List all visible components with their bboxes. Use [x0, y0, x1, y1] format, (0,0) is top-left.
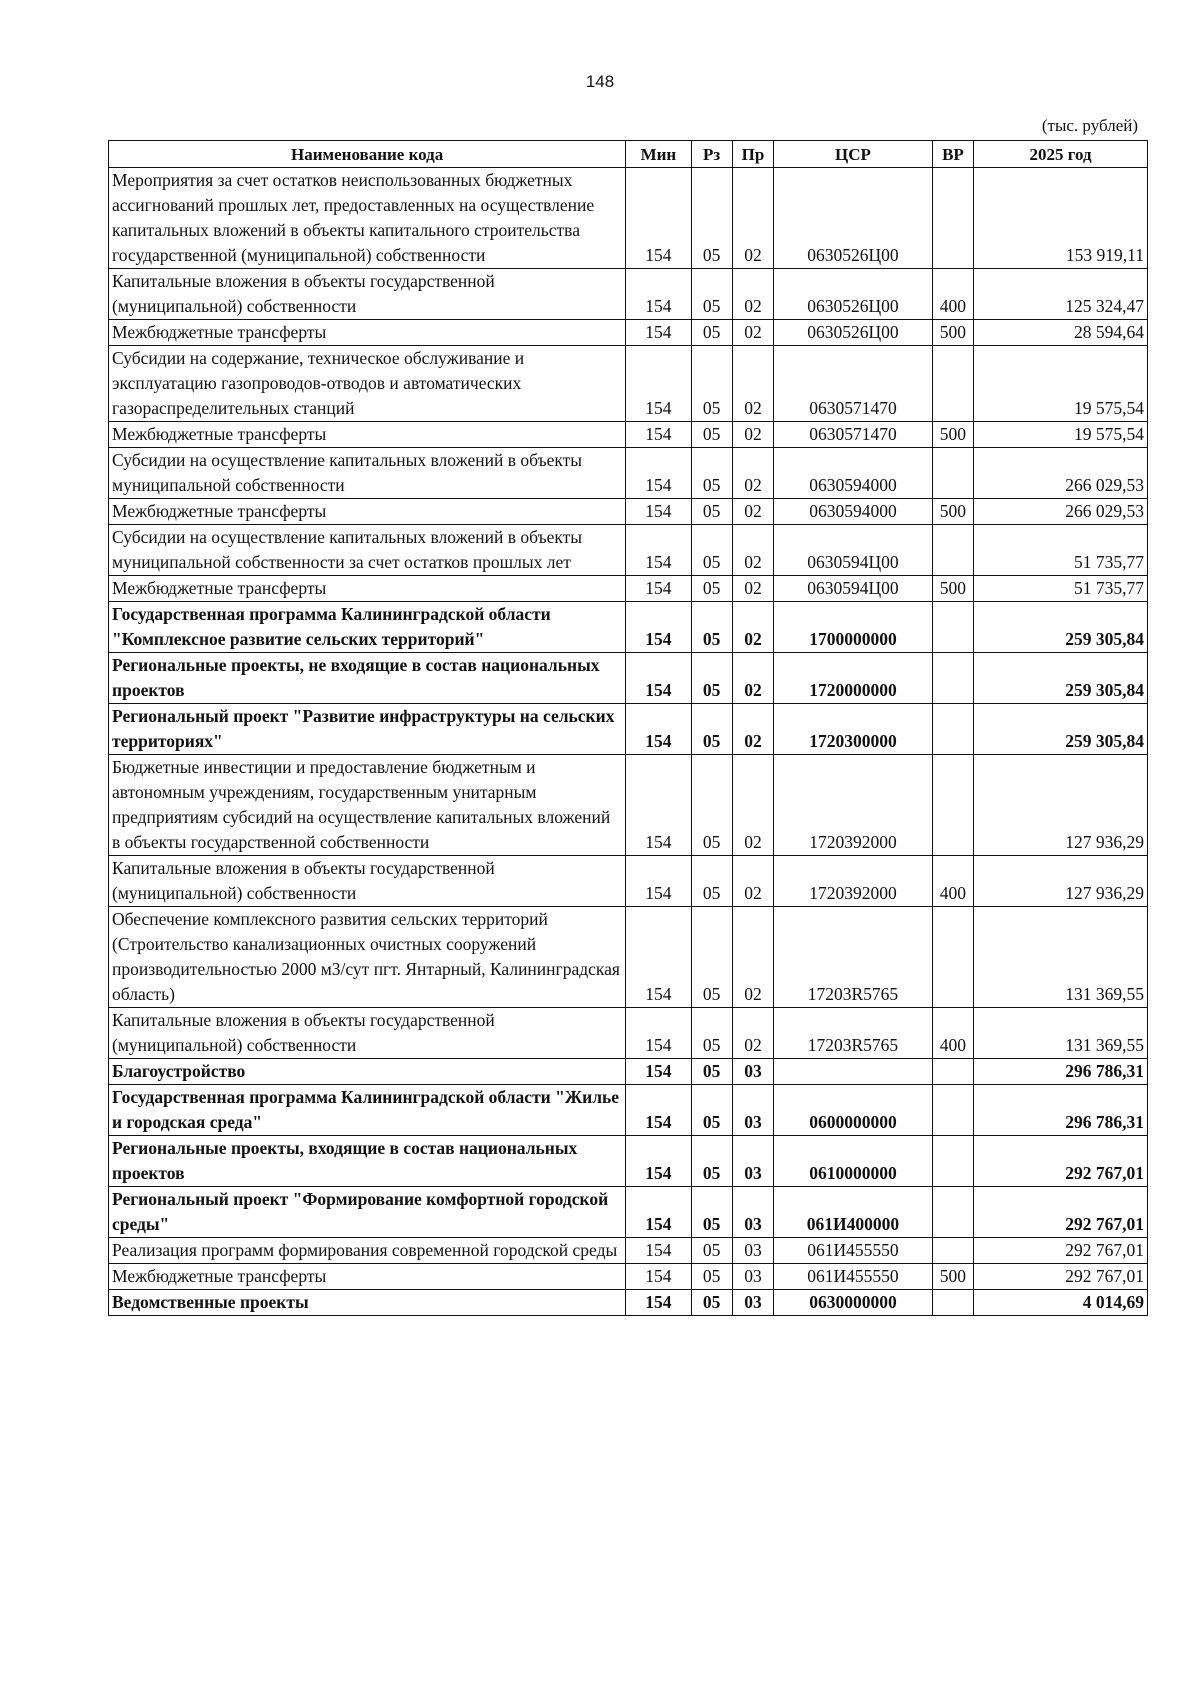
cell-csr: 1700000000: [774, 602, 933, 653]
cell-name: Региональные проекты, входящие в состав национальных проектов: [109, 1136, 626, 1187]
cell-name: Бюджетные инвестиции и предоставление бюджетным и автономным учреждениям, государственным унитарным предприятиям субсидий на осуществление капитальных вложений в объекты государственной собственности: [109, 755, 626, 856]
table-body: [109, 168, 1148, 1316]
cell-amount: 292 767,01: [974, 1187, 1148, 1238]
table-row: [109, 1136, 1148, 1187]
cell-csr: 0630571470: [774, 422, 933, 448]
cell-csr: 0630594Ц00: [774, 576, 933, 602]
cell-vr: [932, 1187, 973, 1238]
cell-rz: 05: [691, 1136, 732, 1187]
cell-vr: 500: [932, 576, 973, 602]
cell-min: 154: [626, 1085, 691, 1136]
cell-pr: 02: [732, 499, 773, 525]
table-row: [109, 653, 1148, 704]
cell-csr: 0630571470: [774, 346, 933, 422]
cell-name: Обеспечение комплексного развития сельских территорий (Строительство канализационных очистных сооружений производительностью 2000 м3/сут пгт. Янтарный, Калининградская область): [109, 907, 626, 1008]
cell-amount: 127 936,29: [974, 755, 1148, 856]
cell-vr: [932, 653, 973, 704]
table-row: [109, 907, 1148, 1008]
cell-pr: 02: [732, 1008, 773, 1059]
cell-min: 154: [626, 346, 691, 422]
cell-name: Капитальные вложения в объекты государственной (муниципальной) собственности: [109, 856, 626, 907]
budget-table: [108, 140, 1148, 1316]
cell-csr: 1720000000: [774, 653, 933, 704]
table-row: [109, 448, 1148, 499]
cell-amount: 292 767,01: [974, 1136, 1148, 1187]
cell-csr: 0630526Ц00: [774, 320, 933, 346]
cell-rz: 05: [691, 602, 732, 653]
units-label: (тыс. рублей): [1041, 116, 1138, 135]
col-header-name: Наименование кода: [109, 141, 626, 168]
table-row: [109, 1264, 1148, 1290]
cell-rz: 05: [691, 1059, 732, 1085]
page-number: 148: [585, 72, 615, 91]
table-row: [109, 1187, 1148, 1238]
cell-min: 154: [626, 602, 691, 653]
cell-csr: 0630594000: [774, 448, 933, 499]
cell-amount: 292 767,01: [974, 1238, 1148, 1264]
cell-vr: [932, 1290, 973, 1316]
cell-amount: 296 786,31: [974, 1085, 1148, 1136]
cell-pr: 03: [732, 1264, 773, 1290]
cell-rz: 05: [691, 269, 732, 320]
cell-name: Государственная программа Калининградской области "Жилье и городская среда": [109, 1085, 626, 1136]
cell-name: Капитальные вложения в объекты государственной (муниципальной) собственности: [109, 269, 626, 320]
cell-rz: 05: [691, 168, 732, 269]
cell-csr: 0630000000: [774, 1290, 933, 1316]
cell-min: 154: [626, 499, 691, 525]
table-row: [109, 576, 1148, 602]
col-header-csr: ЦСР: [774, 141, 933, 168]
cell-vr: [932, 1238, 973, 1264]
cell-vr: 400: [932, 856, 973, 907]
cell-rz: 05: [691, 525, 732, 576]
cell-vr: [932, 1085, 973, 1136]
cell-name: Реализация программ формирования современной городской среды: [109, 1238, 626, 1264]
cell-pr: 03: [732, 1085, 773, 1136]
col-header-year: 2025 год: [974, 141, 1148, 168]
cell-name: Мероприятия за счет остатков неиспользованных бюджетных ассигнований прошлых лет, предоставленных на осуществление капитальных вложений в объекты капитального строительства государственной (муниципальной) собственности: [109, 168, 626, 269]
cell-vr: [932, 1059, 973, 1085]
cell-amount: 19 575,54: [974, 422, 1148, 448]
cell-rz: 05: [691, 704, 732, 755]
cell-csr: 0610000000: [774, 1136, 933, 1187]
cell-min: 154: [626, 856, 691, 907]
table-row: [109, 168, 1148, 269]
cell-rz: 05: [691, 499, 732, 525]
cell-pr: 02: [732, 448, 773, 499]
cell-pr: 02: [732, 576, 773, 602]
cell-amount: 28 594,64: [974, 320, 1148, 346]
cell-amount: 51 735,77: [974, 576, 1148, 602]
cell-csr: 1720392000: [774, 755, 933, 856]
cell-min: 154: [626, 576, 691, 602]
cell-pr: 03: [732, 1136, 773, 1187]
cell-csr: 061И455550: [774, 1238, 933, 1264]
cell-rz: 05: [691, 1264, 732, 1290]
col-header-vr: ВР: [932, 141, 973, 168]
cell-amount: 259 305,84: [974, 704, 1148, 755]
cell-csr: 061И455550: [774, 1264, 933, 1290]
col-header-pr: Пр: [732, 141, 773, 168]
cell-pr: 03: [732, 1290, 773, 1316]
cell-pr: 02: [732, 856, 773, 907]
cell-amount: 4 014,69: [974, 1290, 1148, 1316]
cell-min: 154: [626, 269, 691, 320]
cell-vr: 500: [932, 499, 973, 525]
cell-vr: 500: [932, 1264, 973, 1290]
table-row: [109, 346, 1148, 422]
cell-min: 154: [626, 1136, 691, 1187]
cell-min: 154: [626, 1238, 691, 1264]
cell-vr: [932, 1136, 973, 1187]
cell-min: 154: [626, 1290, 691, 1316]
cell-csr: 17203R5765: [774, 907, 933, 1008]
cell-vr: 400: [932, 1008, 973, 1059]
cell-min: 154: [626, 525, 691, 576]
cell-amount: 125 324,47: [974, 269, 1148, 320]
table-row: [109, 1238, 1148, 1264]
cell-csr: 1720392000: [774, 856, 933, 907]
table-row: [109, 269, 1148, 320]
cell-vr: [932, 168, 973, 269]
cell-rz: 05: [691, 576, 732, 602]
col-header-min: Мин: [626, 141, 691, 168]
cell-name: Субсидии на осуществление капитальных вложений в объекты муниципальной собственности за счет остатков прошлых лет: [109, 525, 626, 576]
cell-vr: [932, 448, 973, 499]
cell-name: Межбюджетные трансферты: [109, 1264, 626, 1290]
cell-rz: 05: [691, 1008, 732, 1059]
cell-name: Межбюджетные трансферты: [109, 576, 626, 602]
table-row: [109, 755, 1148, 856]
cell-name: Межбюджетные трансферты: [109, 422, 626, 448]
cell-pr: 03: [732, 1187, 773, 1238]
cell-min: 154: [626, 907, 691, 1008]
cell-csr: 0600000000: [774, 1085, 933, 1136]
cell-amount: 19 575,54: [974, 346, 1148, 422]
table-header-row: [109, 141, 1148, 168]
cell-min: 154: [626, 422, 691, 448]
table-row: [109, 1059, 1148, 1085]
cell-csr: 0630526Ц00: [774, 269, 933, 320]
cell-rz: 05: [691, 320, 732, 346]
cell-amount: 292 767,01: [974, 1264, 1148, 1290]
cell-rz: 05: [691, 755, 732, 856]
cell-csr: 1720300000: [774, 704, 933, 755]
cell-vr: [932, 907, 973, 1008]
cell-min: 154: [626, 704, 691, 755]
cell-min: 154: [626, 755, 691, 856]
cell-name: Субсидии на осуществление капитальных вложений в объекты муниципальной собственности: [109, 448, 626, 499]
cell-pr: 02: [732, 269, 773, 320]
cell-amount: 259 305,84: [974, 602, 1148, 653]
table-row: [109, 1290, 1148, 1316]
col-header-rz: Рз: [691, 141, 732, 168]
cell-min: 154: [626, 1059, 691, 1085]
cell-amount: 153 919,11: [974, 168, 1148, 269]
cell-name: Государственная программа Калининградской области "Комплексное развитие сельских территорий": [109, 602, 626, 653]
cell-rz: 05: [691, 1187, 732, 1238]
cell-amount: 131 369,55: [974, 1008, 1148, 1059]
cell-pr: 02: [732, 346, 773, 422]
cell-csr: 0630594000: [774, 499, 933, 525]
cell-amount: 127 936,29: [974, 856, 1148, 907]
cell-pr: 02: [732, 422, 773, 448]
cell-name: Региональный проект "Развитие инфраструктуры на сельских территориях": [109, 704, 626, 755]
cell-amount: 51 735,77: [974, 525, 1148, 576]
cell-name: Региональный проект "Формирование комфортной городской среды": [109, 1187, 626, 1238]
cell-min: 154: [626, 1187, 691, 1238]
cell-min: 154: [626, 168, 691, 269]
cell-pr: 02: [732, 755, 773, 856]
cell-pr: 02: [732, 320, 773, 346]
cell-vr: [932, 755, 973, 856]
cell-rz: 05: [691, 856, 732, 907]
cell-csr: 0630526Ц00: [774, 168, 933, 269]
cell-pr: 02: [732, 525, 773, 576]
cell-amount: 266 029,53: [974, 448, 1148, 499]
table-row: [109, 525, 1148, 576]
cell-pr: 02: [732, 907, 773, 1008]
cell-pr: 02: [732, 704, 773, 755]
cell-amount: 296 786,31: [974, 1059, 1148, 1085]
cell-pr: 03: [732, 1238, 773, 1264]
cell-vr: [932, 346, 973, 422]
cell-name: Капитальные вложения в объекты государственной (муниципальной) собственности: [109, 1008, 626, 1059]
table-row: [109, 320, 1148, 346]
cell-amount: 266 029,53: [974, 499, 1148, 525]
table-row: [109, 422, 1148, 448]
cell-rz: 05: [691, 448, 732, 499]
cell-rz: 05: [691, 422, 732, 448]
cell-name: Благоустройство: [109, 1059, 626, 1085]
cell-pr: 02: [732, 602, 773, 653]
cell-csr: [774, 1059, 933, 1085]
cell-name: Межбюджетные трансферты: [109, 320, 626, 346]
cell-rz: 05: [691, 653, 732, 704]
cell-amount: 131 369,55: [974, 907, 1148, 1008]
cell-vr: [932, 704, 973, 755]
table-row: [109, 704, 1148, 755]
cell-rz: 05: [691, 1085, 732, 1136]
table-row: [109, 1008, 1148, 1059]
cell-csr: 0630594Ц00: [774, 525, 933, 576]
cell-vr: 500: [932, 320, 973, 346]
cell-rz: 05: [691, 346, 732, 422]
cell-pr: 02: [732, 168, 773, 269]
cell-rz: 05: [691, 1238, 732, 1264]
cell-pr: 03: [732, 1059, 773, 1085]
cell-name: Межбюджетные трансферты: [109, 499, 626, 525]
cell-pr: 02: [732, 653, 773, 704]
table-row: [109, 602, 1148, 653]
cell-name: Региональные проекты, не входящие в состав национальных проектов: [109, 653, 626, 704]
cell-min: 154: [626, 1008, 691, 1059]
cell-min: 154: [626, 448, 691, 499]
table-row: [109, 856, 1148, 907]
cell-csr: 17203R5765: [774, 1008, 933, 1059]
cell-min: 154: [626, 1264, 691, 1290]
cell-min: 154: [626, 653, 691, 704]
cell-vr: [932, 602, 973, 653]
cell-name: Субсидии на содержание, техническое обслуживание и эксплуатацию газопроводов-отводов и автоматических газораспределительных станций: [109, 346, 626, 422]
cell-rz: 05: [691, 1290, 732, 1316]
cell-csr: 061И400000: [774, 1187, 933, 1238]
table-row: [109, 499, 1148, 525]
cell-min: 154: [626, 320, 691, 346]
cell-name: Ведомственные проекты: [109, 1290, 626, 1316]
cell-rz: 05: [691, 907, 732, 1008]
table-row: [109, 1085, 1148, 1136]
cell-vr: [932, 525, 973, 576]
cell-vr: 500: [932, 422, 973, 448]
cell-vr: 400: [932, 269, 973, 320]
cell-amount: 259 305,84: [974, 653, 1148, 704]
